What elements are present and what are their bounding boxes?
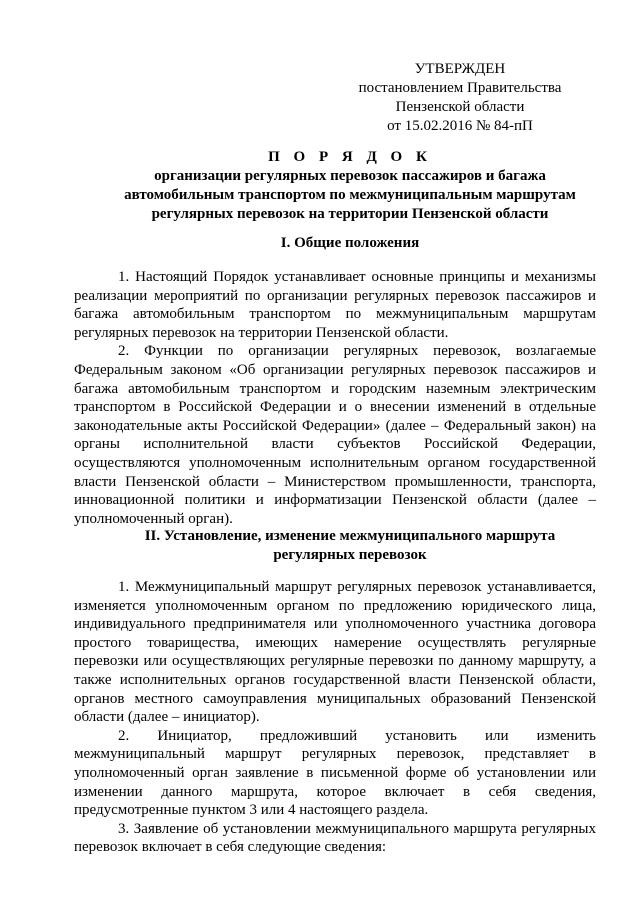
approval-label: УТВЕРЖДЕН [414,61,506,77]
approval-region: Пензенской области [395,99,525,115]
section-2-body [74,578,596,857]
approval-authority: постановлением Правительства [358,80,562,96]
section-2-paragraph-2: 2. Инициатор, предложивший установить или изменить межмуниципальный маршрут регулярных перевозок, представляет в уполномоченный орган заявление в письменной форме об установлении или изменении данного маршрута, которое включает в себя сведения, предусмотренные пунктом 3 или 4 настоящего раздела. [74,727,596,819]
section-2-heading-line-2: регулярных перевозок [273,547,427,563]
approval-date-number: от 15.02.2016 № 84-пП [387,118,533,134]
title-line-3: регулярных перевозок на территории Пензенской области [151,206,549,222]
section-1-heading: I. Общие положения [280,235,420,251]
title-line-1: организации регулярных перевозок пассажиров и багажа [154,168,546,184]
section-2-paragraph-3: 3. Заявление об установлении межмуниципального маршрута регулярных перевозок включает в себя следующие сведения: [74,820,596,856]
section-1-paragraph-2: 2. Функции по организации регулярных перевозок, возлагаемые Федеральным законом «Об организации регулярных перевозок пассажиров и багажа автомобильным транспортом и городским наземным электрическим транспортом в Российской Федерации и о внесении изменений в отдельные законодательные акты Российской Федерации» (далее – Федеральный закон) на органы исполнительной власти субъектов Российской Федерации, осуществляются уполномоченным исполнительным органом государственной власти Пензенской области – Министерством промышленности, транспорта, инновационной политики и информатизации Пензенской области (далее – уполномоченный орган). [74,343,596,527]
document-title [60,148,640,224]
approval-stamp [330,60,590,136]
section-1-body [74,268,596,528]
title-word: П О Р Я Д О К [268,149,432,165]
section-2-heading [60,527,640,565]
title-line-2: автомобильным транспортом по межмуниципальным маршрутам [124,187,576,203]
section-1-paragraph-1: 1. Настоящий Порядок устанавливает основные принципы и механизмы реализации мероприятий по организации регулярных перевозок пассажиров и багажа автомобильным транспортом по межмуниципальным маршрутам регулярных перевозок на территории Пензенской области. [74,269,596,341]
section-2-paragraph-1: 1. Межмуниципальный маршрут регулярных перевозок устанавливается, изменяется уполномоченным органом по предложению юридического лица, индивидуального предпринимателя или уполномоченного участника договора простого товарищества, имеющих намерение осуществлять регулярные перевозки или осуществляющих регулярные перевозки по данному маршруту, а также исполнительных органов государственной власти Пензенской области, органов местного самоуправления муниципальных образований Пензенской области (далее – инициатор). [74,579,596,726]
section-2-heading-line-1: II. Установление, изменение межмуниципального маршрута [144,528,556,544]
